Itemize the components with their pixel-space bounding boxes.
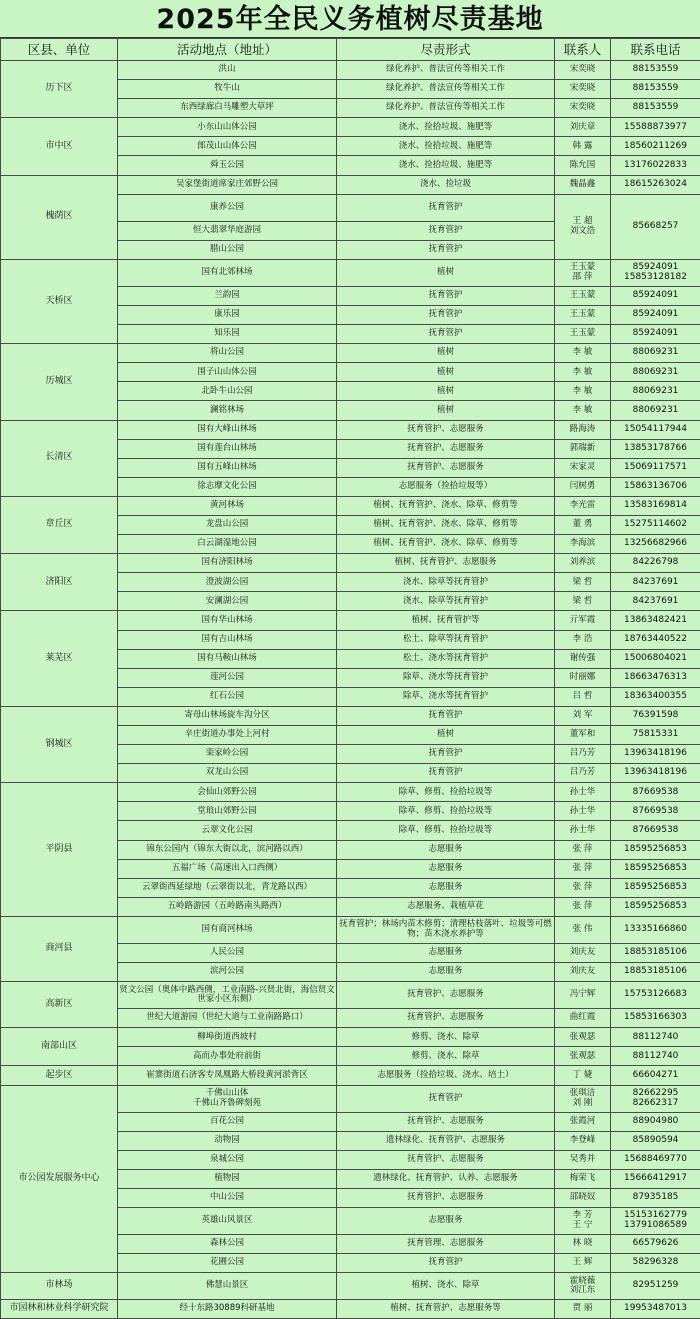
form-cell: 志愿服务（捡拾垃圾、浇水、培土） — [337, 1066, 555, 1085]
form-cell: 绿化养护、普法宣传等相关工作 — [337, 61, 555, 80]
contact-cell: 李海滨 — [555, 535, 611, 554]
contact-cell: 韩 露 — [555, 137, 611, 156]
phone-cell: 82662295 82662317 — [611, 1085, 700, 1112]
form-cell: 绿化养护、普法宣传等相关工作 — [337, 80, 555, 99]
location-cell: 恒大翡翠华庭游园 — [118, 221, 337, 240]
location-cell: 国有大峰山林场 — [118, 420, 337, 439]
contact-cell: 刘庆友 — [555, 943, 611, 962]
contact-cell: 张 萍 — [555, 878, 611, 897]
contact-cell: 董军和 — [555, 726, 611, 745]
form-cell: 抚育管护、志愿服务 — [337, 1150, 555, 1169]
phone-cell: 18363400355 — [611, 687, 700, 706]
district-cell: 章丘区 — [1, 496, 118, 553]
phone-cell: 13583169814 — [611, 496, 700, 515]
phone-cell: 13963418196 — [611, 764, 700, 783]
location-cell: 云翠街西延绿地（云翠街以北，青龙路以西） — [118, 878, 337, 897]
phone-cell: 82951259 — [611, 1273, 700, 1300]
district-cell: 商河县 — [1, 916, 118, 981]
header-form: 尽责形式 — [337, 39, 555, 61]
contact-cell: 李光雷 — [555, 496, 611, 515]
table-row — [1, 420, 700, 439]
phone-cell: 15853166303 — [611, 1009, 700, 1028]
form-cell: 除草、浇水等抚育管护 — [337, 687, 555, 706]
district-cell: 历下区 — [1, 61, 118, 118]
location-cell: 国有马鞍山林场 — [118, 649, 337, 668]
form-cell: 志愿服务 — [337, 1207, 555, 1234]
form-cell: 植树、抚育管护、志愿服务等 — [337, 1300, 555, 1319]
form-cell: 志愿服务 — [337, 943, 555, 962]
contact-cell: 王玉蒙 — [555, 305, 611, 324]
form-cell: 抚育管护、志愿服务 — [337, 1112, 555, 1131]
table-row — [1, 118, 700, 137]
table-row — [1, 1066, 700, 1085]
contact-cell: 张观瑟 — [555, 1047, 611, 1066]
contact-cell: 吕乃芳 — [555, 745, 611, 764]
location-cell: 康养公园 — [118, 194, 337, 221]
location-cell: 人民公园 — [118, 943, 337, 962]
location-cell: 小东山山体公园 — [118, 118, 337, 137]
phone-cell: 13256682966 — [611, 535, 700, 554]
form-cell: 抚育管护 — [337, 745, 555, 764]
location-cell: 知乐园 — [118, 325, 337, 344]
form-cell: 浇水、捡拾垃圾、施肥等 — [337, 156, 555, 175]
phone-cell: 84237691 — [611, 592, 700, 611]
location-cell: 牧牛山 — [118, 80, 337, 99]
phone-cell: 15275114602 — [611, 515, 700, 534]
form-cell: 抚育管护、志愿服务 — [337, 439, 555, 458]
phone-cell: 88069231 — [611, 344, 700, 363]
location-cell: 将山公园 — [118, 344, 337, 363]
phone-cell: 87669538 — [611, 783, 700, 802]
location-cell: 黄河林场 — [118, 496, 337, 515]
form-cell: 遗林绿化、抚育管护、志愿服务 — [337, 1131, 555, 1150]
location-cell: 贤文公园（奥体中路西侧，工业南路-兴贤北街，海信贤文世家小区东侧） — [118, 982, 337, 1009]
contact-cell: 刘 军 — [555, 706, 611, 725]
table-row — [1, 1085, 700, 1112]
contact-cell: 郭瑞新 — [555, 439, 611, 458]
district-cell: 济阳区 — [1, 554, 118, 611]
phone-cell: 13963418196 — [611, 745, 700, 764]
phone-cell: 88112740 — [611, 1047, 700, 1066]
phone-cell: 18763440522 — [611, 630, 700, 649]
contact-cell: 吕 哲 — [555, 687, 611, 706]
contact-cell: 李 敏 — [555, 363, 611, 382]
phone-cell: 15069117571 — [611, 458, 700, 477]
contact-cell: 李 芳 王 宁 — [555, 1207, 611, 1234]
phone-cell: 85924091 — [611, 286, 700, 305]
form-cell: 抚育管护 — [337, 305, 555, 324]
phone-cell: 15006804021 — [611, 649, 700, 668]
location-cell: 滨河公园 — [118, 963, 337, 982]
contact-cell: 冯宁辉 — [555, 982, 611, 1009]
contact-cell: 曲红霞 — [555, 1009, 611, 1028]
phone-cell: 88069231 — [611, 401, 700, 420]
contact-cell: 董 勇 — [555, 515, 611, 534]
location-cell: 康乐园 — [118, 305, 337, 324]
form-cell: 志愿服务 — [337, 840, 555, 859]
location-cell: 北卧牛山公园 — [118, 382, 337, 401]
phone-cell: 88153559 — [611, 99, 700, 118]
location-cell: 英雄山风景区 — [118, 1207, 337, 1234]
form-cell: 志愿服务 — [337, 859, 555, 878]
location-cell: 森林公园 — [118, 1234, 337, 1253]
form-cell: 抚育管护 — [337, 325, 555, 344]
form-cell: 抚育管护 — [337, 706, 555, 725]
contact-cell: 李 敏 — [555, 382, 611, 401]
contact-cell: 孙士华 — [555, 783, 611, 802]
contact-cell: 丁 婕 — [555, 1066, 611, 1085]
location-cell: 腊山公园 — [118, 240, 337, 259]
contact-cell: 宋奕晓 — [555, 80, 611, 99]
location-cell: 百花公园 — [118, 1112, 337, 1131]
table-row — [1, 611, 700, 630]
phone-cell: 15666412917 — [611, 1169, 700, 1188]
location-cell: 五福广场（高速出入口西侧） — [118, 859, 337, 878]
contact-cell: 梁 哲 — [555, 573, 611, 592]
location-cell: 花圃公园 — [118, 1254, 337, 1273]
form-cell: 志愿服务 — [337, 963, 555, 982]
phone-cell: 66604271 — [611, 1066, 700, 1085]
location-cell: 堂琅山郊野公园 — [118, 802, 337, 821]
location-cell: 徐志摩文化公园 — [118, 477, 337, 496]
location-cell: 围子山山体公园 — [118, 363, 337, 382]
table-row — [1, 259, 700, 286]
contact-cell: 陈允国 — [555, 156, 611, 175]
phone-cell: 85924091 15853128182 — [611, 259, 700, 286]
form-cell: 浇水、除草等抚育管护 — [337, 592, 555, 611]
form-cell: 除草、修剪、捡拾垃圾等 — [337, 783, 555, 802]
header-contact: 联系人 — [555, 39, 611, 61]
phone-cell: 13176022833 — [611, 156, 700, 175]
contact-cell: 宋奕晓 — [555, 61, 611, 80]
form-cell: 抚育管护 — [337, 286, 555, 305]
form-cell: 浇水、捡拾垃圾、施肥等 — [337, 137, 555, 156]
form-cell: 植树 — [337, 726, 555, 745]
location-cell: 经十东路30889科研基地 — [118, 1300, 337, 1319]
contact-cell: 张琪洁 刘 刚 — [555, 1085, 611, 1112]
table-row — [1, 1300, 700, 1319]
contact-cell: 亓军霞 — [555, 611, 611, 630]
phone-cell: 15753126683 — [611, 982, 700, 1009]
phone-cell: 13853178766 — [611, 439, 700, 458]
form-cell: 抚育管护、志愿服务 — [337, 1188, 555, 1207]
location-cell: 洪山 — [118, 61, 337, 80]
phone-cell: 88069231 — [611, 382, 700, 401]
contact-cell: 邵晓奴 — [555, 1188, 611, 1207]
location-cell: 兰韵园 — [118, 286, 337, 305]
table-body — [1, 61, 700, 1319]
form-cell: 抚育管护；林场内苗木修剪；清理枯枝落叶、垃圾等可燃物；苗木浇水养护等 — [337, 916, 555, 943]
district-cell: 平阴县 — [1, 783, 118, 917]
location-cell: 国有莲台山林场 — [118, 439, 337, 458]
location-cell: 中山公园 — [118, 1188, 337, 1207]
form-cell: 浇水、捡垃圾 — [337, 175, 555, 194]
table-row — [1, 1273, 700, 1300]
phone-cell: 13335166860 — [611, 916, 700, 943]
phone-cell: 84226798 — [611, 554, 700, 573]
phone-cell: 15588873977 — [611, 118, 700, 137]
form-cell: 抚育管护、志愿服务 — [337, 458, 555, 477]
table-row — [1, 982, 700, 1009]
contact-cell: 谢传强 — [555, 649, 611, 668]
form-cell: 抚育管护 — [337, 1085, 555, 1112]
contact-cell: 王玉蒙 邵 萍 — [555, 259, 611, 286]
location-cell: 国有北郊林场 — [118, 259, 337, 286]
phone-cell: 88904980 — [611, 1112, 700, 1131]
location-cell: 龙盘山公园 — [118, 515, 337, 534]
form-cell: 抚育管护、志愿服务 — [337, 982, 555, 1009]
header-location: 活动地点（地址） — [118, 39, 337, 61]
form-cell: 植树、抚育管护、浇水、除草、修剪等 — [337, 535, 555, 554]
phone-cell: 87669538 — [611, 821, 700, 840]
form-cell: 除草、修剪、捡拾垃圾等 — [337, 821, 555, 840]
contact-cell: 王 辉 — [555, 1254, 611, 1273]
contact-cell: 李 敏 — [555, 344, 611, 363]
table-row — [1, 554, 700, 573]
district-cell: 莱芜区 — [1, 611, 118, 706]
form-cell: 抚育管理、志愿服务 — [337, 1234, 555, 1253]
table-row — [1, 916, 700, 943]
district-cell: 钢城区 — [1, 706, 118, 782]
district-cell: 市林场 — [1, 1273, 118, 1300]
phone-cell: 15153162779 13791086589 — [611, 1207, 700, 1234]
contact-cell: 王玉蒙 — [555, 286, 611, 305]
form-cell: 抚育管护 — [337, 194, 555, 221]
location-cell: 云翠文化公园 — [118, 821, 337, 840]
location-cell: 红石公园 — [118, 687, 337, 706]
form-cell: 抚育管护 — [337, 240, 555, 259]
phone-cell: 18595256853 — [611, 840, 700, 859]
location-cell: 栾家岭公园 — [118, 745, 337, 764]
location-cell: 吴家堡街道席家庄郊野公园 — [118, 175, 337, 194]
form-cell: 植树、抚育管护、浇水、除草、修剪等 — [337, 515, 555, 534]
contact-cell: 张 萍 — [555, 897, 611, 916]
form-cell: 志愿服务（捡拾垃圾等） — [337, 477, 555, 496]
contact-cell: 张霞河 — [555, 1112, 611, 1131]
form-cell: 志愿服务 — [337, 878, 555, 897]
location-cell: 舜玉公园 — [118, 156, 337, 175]
location-cell: 澄波湖公园 — [118, 573, 337, 592]
contact-cell: 李 敏 — [555, 401, 611, 420]
form-cell: 植树 — [337, 401, 555, 420]
contact-cell: 吴秀并 — [555, 1150, 611, 1169]
form-cell: 抚育管护、志愿服务 — [337, 1009, 555, 1028]
contact-cell: 张 萍 — [555, 859, 611, 878]
form-cell: 绿化养护、普法宣传等相关工作 — [337, 99, 555, 118]
phone-cell: 18615263024 — [611, 175, 700, 194]
phone-cell: 88069231 — [611, 363, 700, 382]
page-title: 2025年全民义务植树尽责基地 — [0, 0, 700, 38]
phone-cell: 18560211269 — [611, 137, 700, 156]
contact-cell: 张观瑟 — [555, 1028, 611, 1047]
table-row — [1, 706, 700, 725]
contact-cell: 宋家灵 — [555, 458, 611, 477]
form-cell: 遗林绿化、抚育管护、认养、志愿服务 — [337, 1169, 555, 1188]
form-cell: 松土、除草等抚育管护 — [337, 630, 555, 649]
table-row — [1, 175, 700, 194]
contact-cell: 路海涛 — [555, 420, 611, 439]
phone-cell: 85924091 — [611, 325, 700, 344]
phone-cell: 85890594 — [611, 1131, 700, 1150]
contact-cell: 王 超 刘文浩 — [555, 194, 611, 259]
location-cell: 辛庄街道办事处上河村 — [118, 726, 337, 745]
phone-cell: 84237691 — [611, 573, 700, 592]
contact-cell: 梁 哲 — [555, 592, 611, 611]
location-cell: 东西绿廊白马雕塑大草坪 — [118, 99, 337, 118]
base-table — [0, 38, 700, 1319]
phone-cell: 18595256853 — [611, 878, 700, 897]
contact-cell: 霍晓薇 刘江东 — [555, 1273, 611, 1300]
location-cell: 千佛山山体 千佛山齐鲁碑刻苑 — [118, 1085, 337, 1112]
district-cell: 高新区 — [1, 982, 118, 1028]
location-cell: 寄母山林场旋车沟分区 — [118, 706, 337, 725]
form-cell: 植树 — [337, 363, 555, 382]
location-cell: 郎茂山山体公园 — [118, 137, 337, 156]
form-cell: 植树 — [337, 382, 555, 401]
table-row — [1, 496, 700, 515]
form-cell: 植树、抚育管护、志愿服务 — [337, 554, 555, 573]
location-cell: 安澜湖公园 — [118, 592, 337, 611]
phone-cell: 87935185 — [611, 1188, 700, 1207]
district-cell: 市园林和林业科学研究院 — [1, 1300, 118, 1319]
district-cell: 起步区 — [1, 1066, 118, 1085]
contact-cell: 孙士华 — [555, 802, 611, 821]
district-cell: 天桥区 — [1, 259, 118, 343]
phone-cell: 15688469770 — [611, 1150, 700, 1169]
district-cell: 市中区 — [1, 118, 118, 175]
form-cell: 抚育管护、志愿服务 — [337, 420, 555, 439]
phone-cell: 87669538 — [611, 802, 700, 821]
phone-cell: 76391598 — [611, 706, 700, 725]
contact-cell: 贾 丽 — [555, 1300, 611, 1319]
table-row — [1, 783, 700, 802]
location-cell: 锦东公园内（锦东大街以北，滨河路以西） — [118, 840, 337, 859]
form-cell: 除草、浇水等抚育管护 — [337, 668, 555, 687]
header-district: 区县、单位 — [1, 39, 118, 61]
form-cell: 志愿服务、栽植草花 — [337, 897, 555, 916]
location-cell: 崔寨街道石济客专凤凰路大桥段黄河淤背区 — [118, 1066, 337, 1085]
location-cell: 高而办事处府前街 — [118, 1047, 337, 1066]
contact-cell: 宋奕晓 — [555, 99, 611, 118]
contact-cell: 孙士华 — [555, 821, 611, 840]
form-cell: 植树、抚育管护等 — [337, 611, 555, 630]
form-cell: 抚育管护 — [337, 221, 555, 240]
location-cell: 澜铭林场 — [118, 401, 337, 420]
form-cell: 浇水、捡拾垃圾、施肥等 — [337, 118, 555, 137]
phone-cell: 66579626 — [611, 1234, 700, 1253]
form-cell: 抚育管护 — [337, 1254, 555, 1273]
location-cell: 国有吉山林场 — [118, 630, 337, 649]
table-row — [1, 1028, 700, 1047]
form-cell: 除草、修剪、捡拾垃圾等 — [337, 802, 555, 821]
district-cell: 南部山区 — [1, 1028, 118, 1066]
location-cell: 世纪大道游园（世纪大道与工业南路路口） — [118, 1009, 337, 1028]
contact-cell: 林 晓 — [555, 1234, 611, 1253]
district-cell: 历城区 — [1, 344, 118, 420]
location-cell: 国有五峰山林场 — [118, 458, 337, 477]
contact-cell: 刘庆章 — [555, 118, 611, 137]
location-cell: 动物园 — [118, 1131, 337, 1150]
location-cell: 国有商河林场 — [118, 916, 337, 943]
phone-cell: 18595256853 — [611, 897, 700, 916]
district-cell: 长清区 — [1, 420, 118, 496]
location-cell: 国有济阳林场 — [118, 554, 337, 573]
form-cell: 植树 — [337, 259, 555, 286]
form-cell: 浇水、除草等抚育管护 — [337, 573, 555, 592]
phone-cell: 15863136706 — [611, 477, 700, 496]
table-row — [1, 344, 700, 363]
contact-cell: 张 伟 — [555, 916, 611, 943]
location-cell: 柳埠街道西坡村 — [118, 1028, 337, 1047]
form-cell: 修剪、浇水、除草 — [337, 1028, 555, 1047]
phone-cell: 88153559 — [611, 61, 700, 80]
location-cell: 植物园 — [118, 1169, 337, 1188]
phone-cell: 13863482421 — [611, 611, 700, 630]
phone-cell: 15054117944 — [611, 420, 700, 439]
form-cell: 抚育管护 — [337, 764, 555, 783]
contact-cell: 梅荣飞 — [555, 1169, 611, 1188]
location-cell: 白云湖湿地公园 — [118, 535, 337, 554]
contact-cell: 张 萍 — [555, 840, 611, 859]
district-cell: 槐荫区 — [1, 175, 118, 259]
phone-cell: 19953487013 — [611, 1300, 700, 1319]
contact-cell: 闫树勇 — [555, 477, 611, 496]
phone-cell: 75815331 — [611, 726, 700, 745]
location-cell: 泉城公园 — [118, 1150, 337, 1169]
header-phone: 联系电话 — [611, 39, 700, 61]
header-row — [1, 39, 700, 61]
phone-cell: 85668257 — [611, 194, 700, 259]
form-cell: 植树、抚育管护、浇水、除草、修剪等 — [337, 496, 555, 515]
contact-cell: 王玉蒙 — [555, 325, 611, 344]
contact-cell: 吕乃芳 — [555, 764, 611, 783]
location-cell: 五岭路游园（五岭路南头路西） — [118, 897, 337, 916]
contact-cell: 李登峰 — [555, 1131, 611, 1150]
phone-cell: 88153559 — [611, 80, 700, 99]
contact-cell: 刘庆友 — [555, 963, 611, 982]
phone-cell: 18853185106 — [611, 943, 700, 962]
form-cell: 修剪、浇水、除草 — [337, 1047, 555, 1066]
district-cell: 市公园发展服务中心 — [1, 1085, 118, 1273]
location-cell: 国有华山林场 — [118, 611, 337, 630]
form-cell: 植树 — [337, 344, 555, 363]
contact-cell: 李 浩 — [555, 630, 611, 649]
location-cell: 佛慧山景区 — [118, 1273, 337, 1300]
phone-cell: 18595256853 — [611, 859, 700, 878]
phone-cell: 58296328 — [611, 1254, 700, 1273]
contact-cell: 魏晶鑫 — [555, 175, 611, 194]
form-cell: 植树、浇水、除草 — [337, 1273, 555, 1300]
form-cell: 松土、浇水等抚育管护 — [337, 649, 555, 668]
location-cell: 会仙山郊野公园 — [118, 783, 337, 802]
phone-cell: 88112740 — [611, 1028, 700, 1047]
contact-cell: 刘养滨 — [555, 554, 611, 573]
phone-cell: 18663476313 — [611, 668, 700, 687]
phone-cell: 85924091 — [611, 305, 700, 324]
phone-cell: 18853185106 — [611, 963, 700, 982]
contact-cell: 时丽娜 — [555, 668, 611, 687]
location-cell: 双龙山公园 — [118, 764, 337, 783]
location-cell: 莲河公园 — [118, 668, 337, 687]
table-row — [1, 61, 700, 80]
